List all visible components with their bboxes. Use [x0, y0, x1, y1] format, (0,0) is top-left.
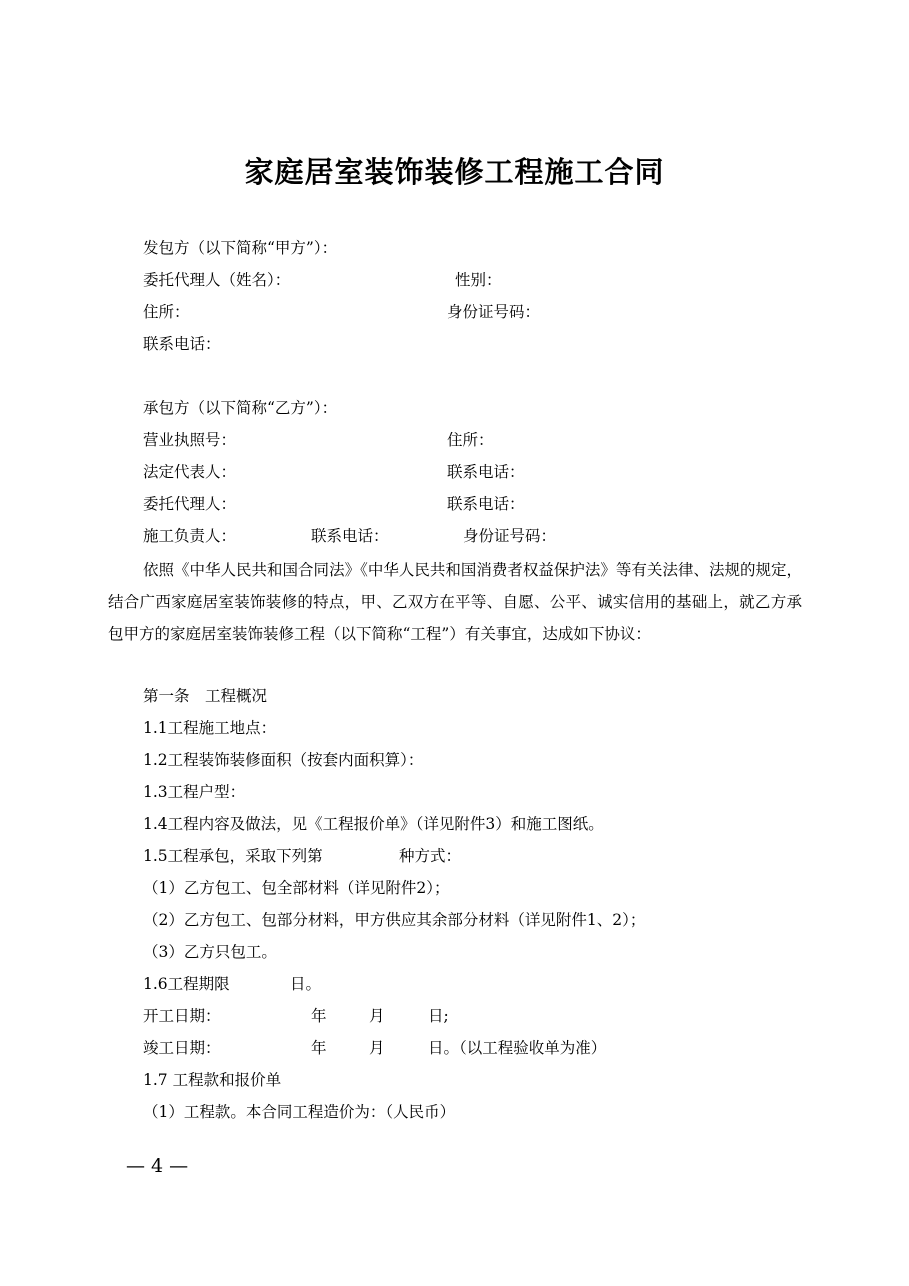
start-date-day: 日;: [428, 1007, 449, 1025]
clause-1-2: 1.2工程装饰装修面积（按套内面积算）：: [143, 751, 424, 769]
party-b-address-label: 住所：: [447, 431, 494, 449]
end-date-label: 竣工日期：: [143, 1039, 221, 1057]
clause-1-5-prefix: 1.5工程承包，采取下列第: [143, 847, 323, 865]
preamble-paragraph: 依照《中华人民共和国合同法》《中华人民共和国消费者权益保护法》等有关法律、法规的规定，结合广西家庭居室装饰装修的特点，甲、乙双方在平等、自愿、公平、诚实信用的基础上，就乙方承包甲方的家庭居室装饰装修工程（以下简称“工程”）有关事宜，达成如下协议：: [108, 561, 802, 643]
party-b-heading: 承包方（以下简称“乙方”）：: [143, 399, 338, 417]
party-a-gender-label: 性别：: [455, 271, 502, 289]
clause-1-5-option-2: （2）乙方包工、包部分材料，甲方供应其余部分材料（详见附件1、2）；: [143, 911, 646, 929]
clause-1-5-option-1: （1）乙方包工、包全部材料（详见附件2）；: [143, 879, 450, 897]
party-b-legal-rep-phone-label: 联系电话：: [447, 463, 525, 481]
end-date-day: 日。（以工程验收单为准）: [428, 1039, 607, 1057]
party-a-heading: 发包方（以下简称“甲方”）：: [143, 239, 338, 257]
clause-1-4: 1.4工程内容及做法，见《工程报价单》（详见附件3）和施工图纸。: [143, 815, 604, 833]
party-a-address-label: 住所：: [143, 303, 190, 321]
party-b-agent-label: 委托代理人：: [143, 495, 237, 513]
clause-1-7: 1.7 工程款和报价单: [143, 1071, 282, 1089]
start-date-month: 月: [369, 1007, 385, 1025]
end-date-year: 年: [311, 1039, 327, 1057]
party-b-license-label: 营业执照号：: [143, 431, 237, 449]
end-date-month: 月: [369, 1039, 385, 1057]
article-1-heading: 第一条 工程概况: [143, 687, 268, 705]
clause-1-1: 1.1工程施工地点：: [143, 719, 277, 737]
start-date-year: 年: [311, 1007, 327, 1025]
page-number: — 4 —: [126, 1155, 189, 1177]
party-b-agent-phone-label: 联系电话：: [447, 495, 525, 513]
party-b-site-manager-label: 施工负责人：: [143, 527, 237, 545]
clause-1-3: 1.3工程户型：: [143, 783, 246, 801]
clause-1-5-option-3: （3）乙方只包工。: [143, 943, 277, 961]
party-a-id-label: 身份证号码：: [447, 303, 541, 321]
clause-1-6-prefix: 1.6工程期限: [143, 975, 230, 993]
clause-1-7-item-1: （1）工程款。本合同工程造价为：（人民币）: [143, 1103, 456, 1121]
party-b-site-manager-phone-label: 联系电话：: [311, 527, 389, 545]
clause-1-5-suffix: 种方式：: [399, 847, 462, 865]
party-b-site-manager-id-label: 身份证号码：: [463, 527, 557, 545]
start-date-label: 开工日期：: [143, 1007, 221, 1025]
party-a-phone-label: 联系电话：: [143, 335, 221, 353]
party-b-legal-rep-label: 法定代表人：: [143, 463, 237, 481]
document-title: 家庭居室装饰装修工程施工合同: [244, 155, 665, 189]
party-a-agent-name-label: 委托代理人（姓名）：: [143, 271, 291, 289]
clause-1-6-suffix: 日。: [290, 975, 322, 993]
